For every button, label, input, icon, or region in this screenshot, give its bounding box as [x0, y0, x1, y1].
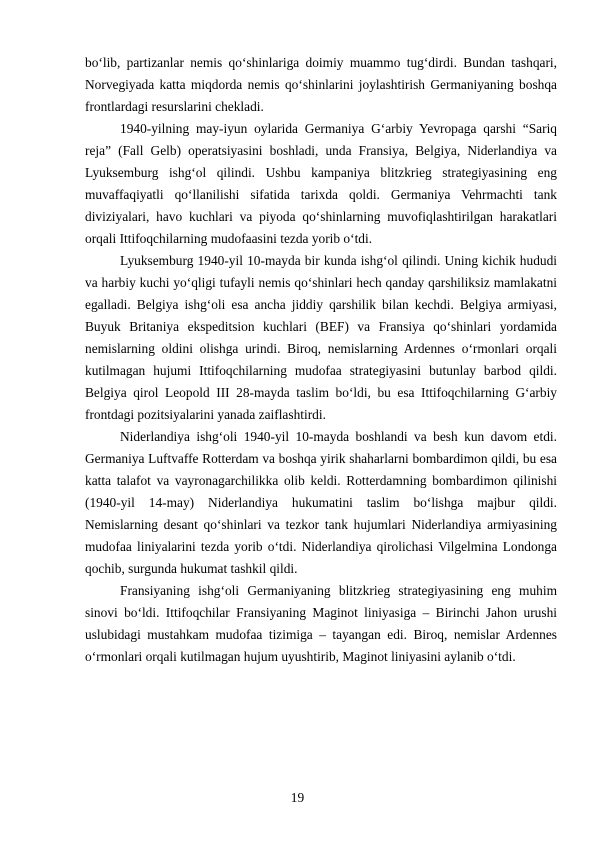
paragraph-france: Fransiyaning ishg‘oli Germaniyaning blitzkrieg strategiyasining eng muhim sinovi bo‘ldi. Ittifoqchilar Fransiyaning Maginot liniyasiga – Birinchi Jahon urushi uslubidagi mustahkam mudofaa tizimiga – tayangan edi. Biroq, nemislar Ardennes o‘rmonlari orqali kutilmagan hujum uyushtirib, Maginot liniyasini aylanib o‘tdi.	[85, 583, 557, 664]
paragraph-luxembourg-belgium: Lyuksemburg 1940-yil 10-mayda bir kunda ishg‘ol qilindi. Uning kichik hududi va harbiy kuchi yo‘qligi tufayli nemis qo‘shinlari hech qanday qarshiliksiz mamlakatni egalladi. Belgiya ishg‘oli esa ancha jiddiy qarshilik bilan kechdi. Belgiya armiyasi, Buyuk Britaniya ekspeditsion kuchlari (BEF) va Fransiya qo‘shinlari yordamida nemislarning oldini olishga urindi. Biroq, nemislarning Ardennes o‘rmonlari orqali kutilmagan hujumi Ittifoqchilarning mudofaa strategiyasini butunlay barbod qildi. Belgiya qirol Leopold III 28-mayda taslim bo‘ldi, bu esa Ittifoqchilarning G‘arbiy frontdagi pozitsiyalarini yanada zaiflashtirdi.	[85, 253, 557, 422]
paragraph-fall-gelb: 1940-yilning may-iyun oylarida Germaniya G‘arbiy Yevropaga qarshi “Sariq reja” (Fall Gelb) operatsiyasini boshladi, unda Fransiya, Belgiya, Niderlandiya va Lyuksemburg ishg‘ol qilindi. Ushbu kampaniya blitzkrieg strategiyasining eng muvaffaqiyatli qo‘llanilishi sifatida tarixda qoldi. Germaniya Vehrmachti tank diviziyalari, havo kuchlari va piyoda qo‘shinlarning muvofiqlashtirilgan harakatlari orqali Ittifoqchilarning mudofaasini tezda yorib o‘tdi.	[85, 121, 557, 246]
paragraph-continuation: bo‘lib, partizanlar nemis qo‘shinlariga doimiy muammo tug‘dirdi. Bundan tashqari, Norvegiyada katta miqdorda nemis qo‘shinlarini joylashtirish Germaniyaning boshqa frontlardagi resurslarini chekladi.	[85, 55, 557, 114]
document-page	[85, 52, 557, 668]
page-number: 19	[290, 790, 305, 805]
paragraph-netherlands: Niderlandiya ishg‘oli 1940-yil 10-mayda boshlandi va besh kun davom etdi. Germaniya Luftvaffe Rotterdam va boshqa yirik shaharlarni bombardimon qildi, bu esa katta talafot va vayronagarchilikka olib keldi. Rotterdamning bombardimon qilinishi (1940-yil 14-may) Niderlandiya hukumatini taslim bo‘lishga majbur qildi. Nemislarning desant qo‘shinlari va tezkor tank hujumlari Niderlandiya armiyasining mudofaa liniyalarini tezda yorib o‘tdi. Niderlandiya qirolichasi Vilgelmina Londonga qochib, surgunda hukumat tashkil qildi.	[85, 429, 557, 576]
